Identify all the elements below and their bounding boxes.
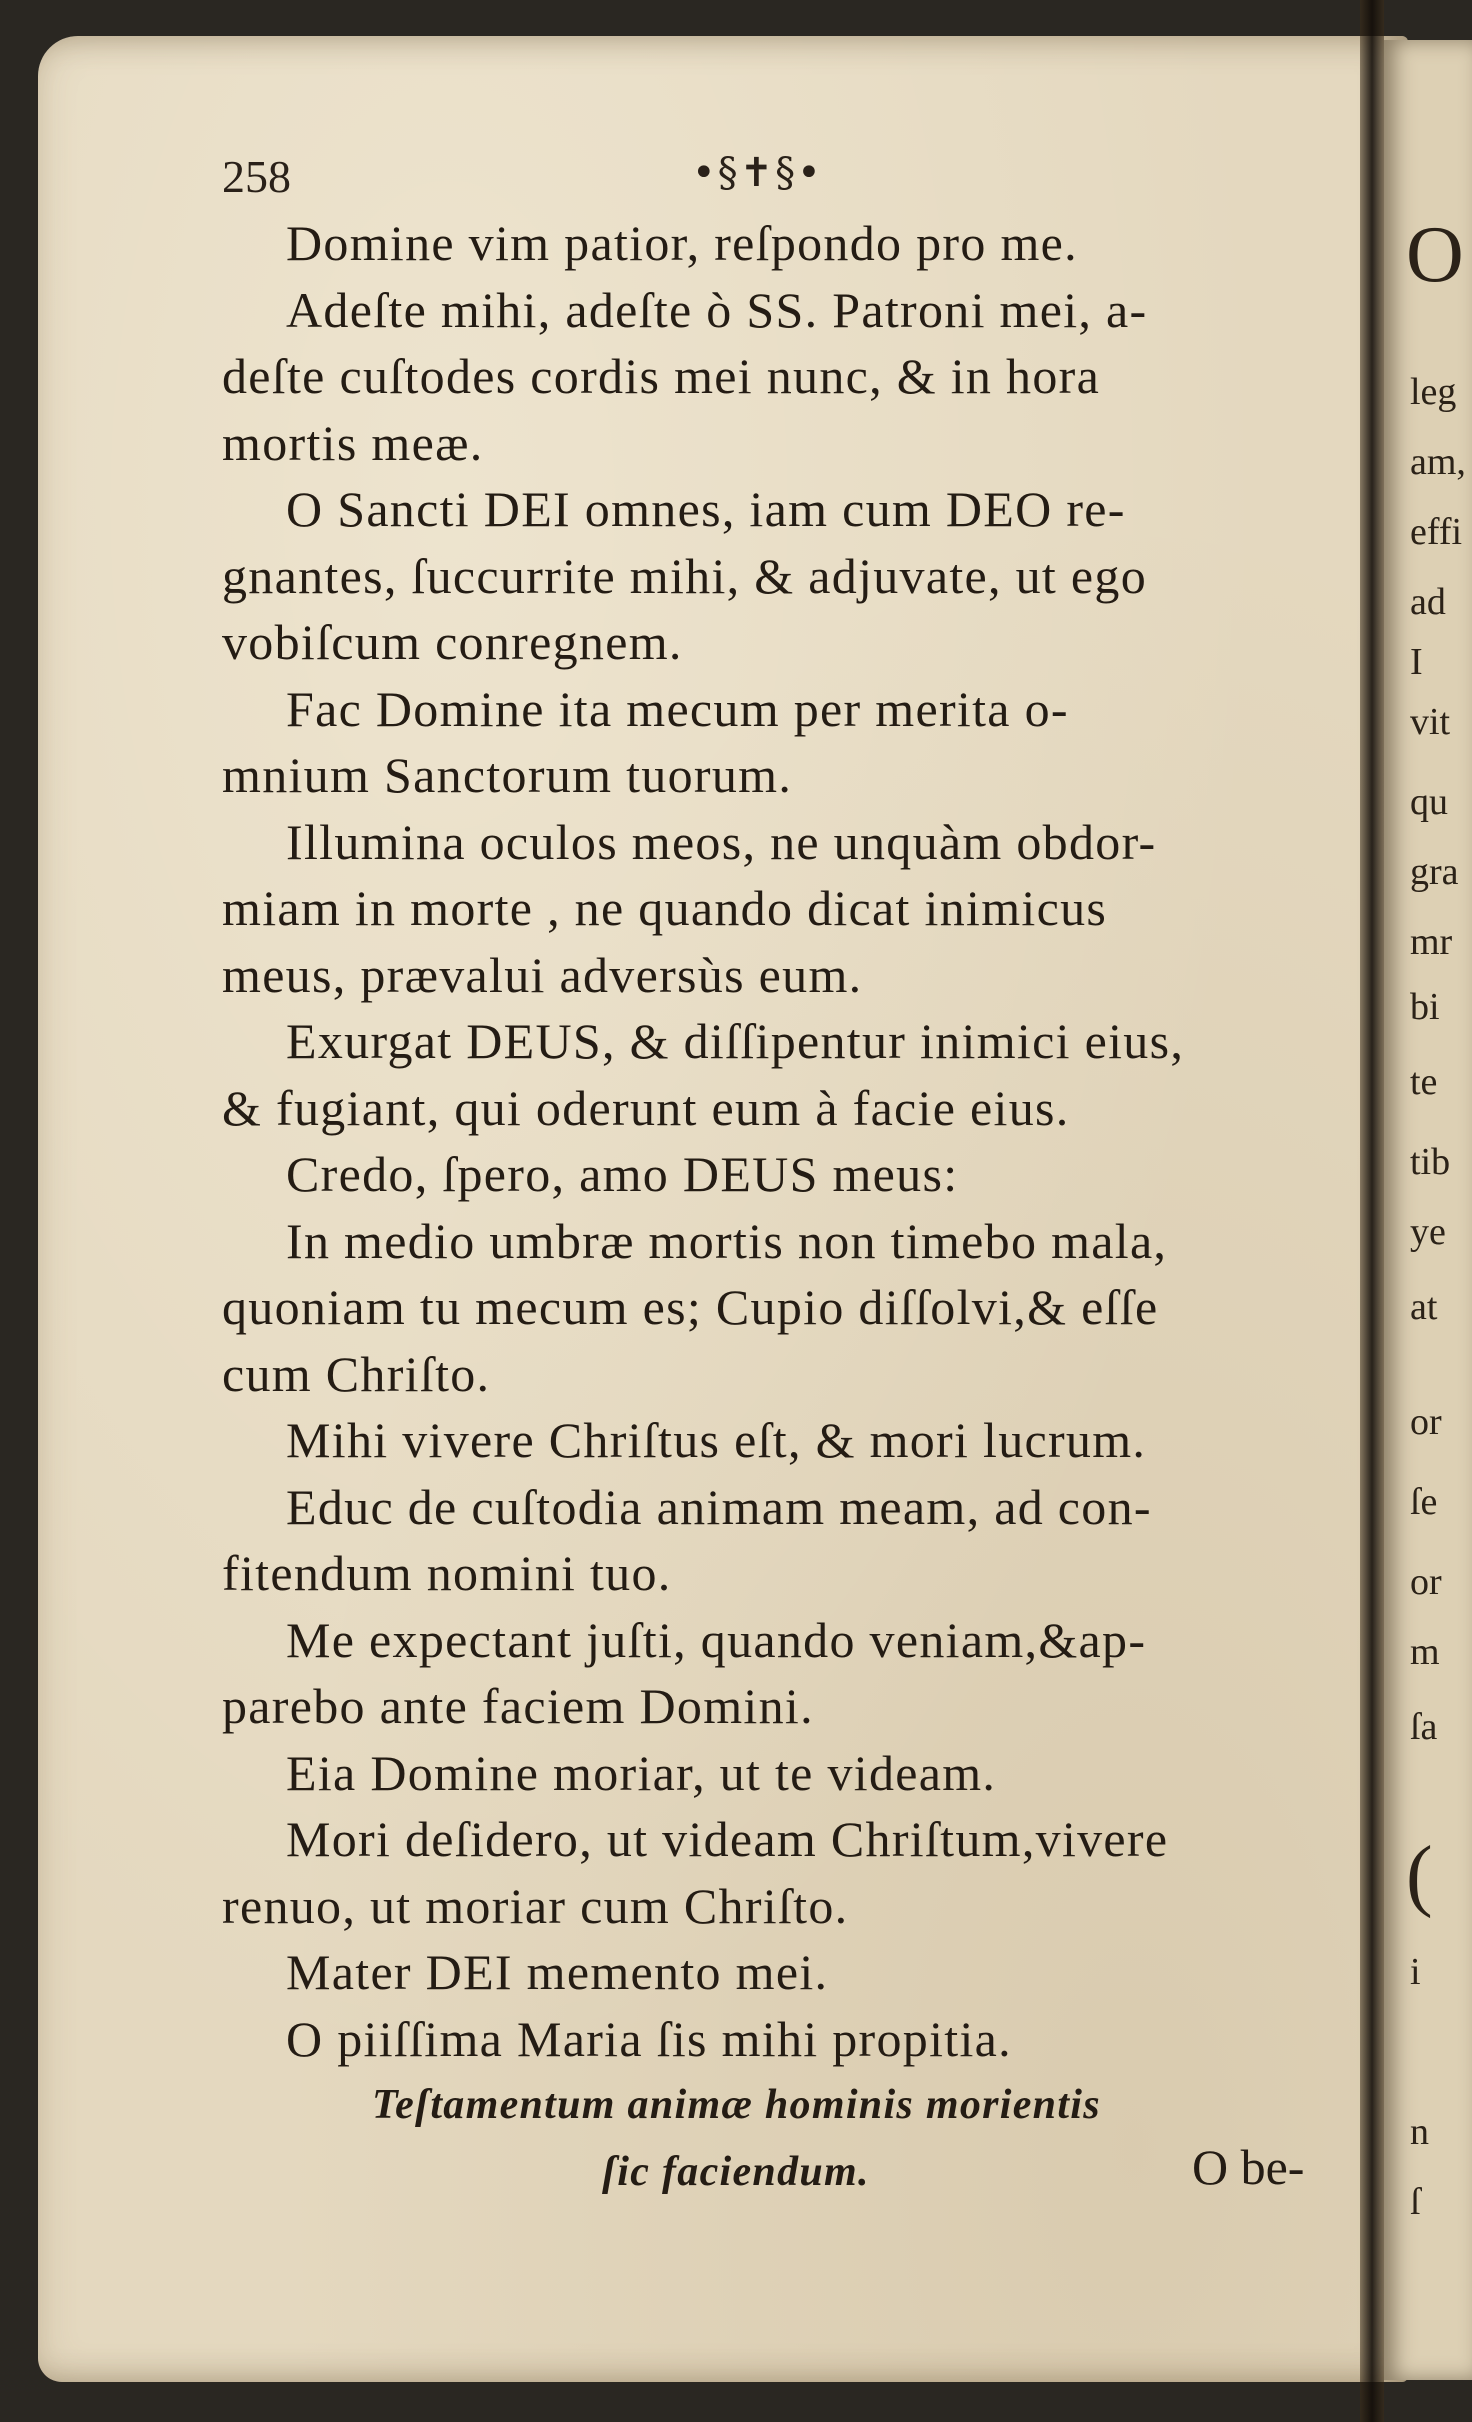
next-page-fragment: gra: [1410, 851, 1459, 893]
next-page-fragment: effi: [1410, 511, 1463, 553]
next-page-fragment: I: [1410, 641, 1423, 683]
next-page-fragment: leg: [1410, 371, 1457, 413]
text-line: Teſtamentum animæ hominis morientis: [372, 2082, 1101, 2128]
text-line: meus, prævalui adversùs eum.: [222, 946, 863, 1003]
next-page-fragment: ad: [1410, 581, 1446, 623]
text-line: parebo ante faciem Domini.: [222, 1678, 814, 1734]
text-line: In medio umbræ mortis non timebo mala,: [286, 1212, 1168, 1269]
text-line: ſic faciendum.: [602, 2148, 870, 2195]
text-line: Credo, ſpero, amo DEUS meus:: [286, 1146, 959, 1202]
text-line: Exurgat DEUS, & diſſipentur inimici eius,: [286, 1013, 1185, 1069]
next-page-fragment: or: [1410, 1561, 1442, 1603]
next-page-fragment: bi: [1410, 986, 1440, 1028]
catchword: O be-: [1192, 2139, 1305, 2195]
text-line: gnantes, ſuccurrite mihi, & adjuvate, ut ego: [222, 547, 1147, 604]
next-page-fragment: at: [1410, 1286, 1438, 1328]
next-page-fragment: ſa: [1410, 1706, 1438, 1748]
next-page-fragment: O: [1406, 211, 1464, 299]
next-page-fragment: i: [1410, 1951, 1421, 1993]
next-page-fragment: or: [1410, 1401, 1442, 1443]
text-line: vobiſcum conregnem.: [222, 614, 683, 670]
text-line: Mater DEI memento mei.: [286, 1944, 829, 2000]
text-line: renuo, ut moriar cum Chriſto.: [222, 1877, 849, 1934]
text-line: fitendum nomini tuo.: [222, 1545, 672, 1601]
text-line: Mori deſidero, ut videam Chriſtum,vivere: [286, 1811, 1169, 1867]
text-line: deſte cuſtodes cordis mei nunc, & in hora: [222, 348, 1101, 404]
text-line: Me expectant juſti, quando veniam,&ap-: [286, 1611, 1147, 1668]
book-gutter: [1360, 0, 1384, 2422]
next-page-fragment: m: [1410, 1631, 1440, 1673]
next-page-fragment: ye: [1410, 1211, 1446, 1253]
next-page-fragment: ſe: [1410, 1481, 1438, 1523]
text-line: & fugiant, qui oderunt eum à facie eius.: [222, 1079, 1070, 1136]
text-line: Mihi vivere Chriſtus eſt, & mori lucrum.: [286, 1412, 1147, 1468]
next-page-fragment: vit: [1410, 701, 1451, 743]
text-line: O piiſſima Maria ſis mihi propitia.: [286, 2010, 1012, 2067]
text-line: quoniam tu mecum es; Cupio diſſolvi,& eſſe: [222, 1279, 1159, 1335]
header-ornament: •§✝§•: [692, 150, 823, 196]
next-page-fragment: mr: [1410, 921, 1453, 963]
next-page-fragment: te: [1410, 1061, 1438, 1103]
text-line: O Sancti DEI omnes, iam cum DEO re-: [286, 481, 1126, 537]
text-line: Adeſte mihi, adeſte ò SS. Patroni mei, a-: [286, 281, 1148, 338]
text-line: cum Chriſto.: [222, 1345, 491, 1402]
next-page-edge: [1384, 40, 1472, 2380]
page-header: [222, 150, 1312, 210]
next-page-fragment: qu: [1410, 781, 1448, 823]
text-line: miam in morte , ne quando dicat inimicus: [222, 880, 1108, 936]
text-line: Educ de cuſtodia animam meam, ad con-: [286, 1478, 1152, 1535]
next-page-fragment: am,: [1410, 441, 1466, 483]
next-page-fragment: ſ: [1410, 2181, 1421, 2223]
next-page-fragment: (: [1406, 1831, 1433, 1919]
text-line: Eia Domine moriar, ut te videam.: [286, 1744, 997, 1801]
text-line: mortis meæ.: [222, 414, 484, 471]
page-body-text: [222, 210, 1400, 2205]
page-number: 258: [222, 151, 291, 202]
text-line: Domine vim patior, reſpondo pro me.: [286, 215, 1078, 271]
next-page-fragment: tib: [1410, 1141, 1451, 1183]
text-line: Illumina oculos meos, ne unquàm obdor-: [286, 813, 1157, 870]
next-page-fragment: n: [1410, 2111, 1429, 2153]
text-line: Fac Domine ita mecum per merita o-: [286, 680, 1069, 737]
text-line: mnium Sanctorum tuorum.: [222, 747, 793, 803]
